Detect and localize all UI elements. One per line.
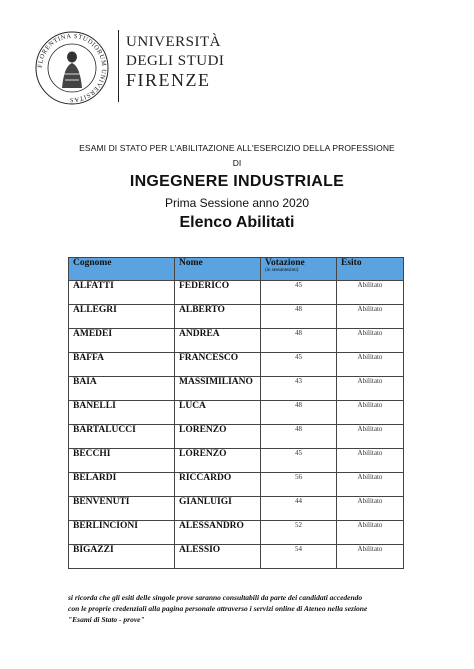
cell-surname: AMEDEI (69, 329, 175, 353)
session-label: Prima Sessione anno 2020 (164, 196, 310, 210)
cell-surname: ALFATTI (69, 281, 175, 305)
results-table (68, 257, 404, 569)
cell-outcome: Abilitato (337, 497, 404, 521)
university-name-line2: DEGLI STUDI (126, 53, 225, 69)
cell-vote: 56 (261, 473, 337, 497)
cell-outcome: Abilitato (337, 425, 404, 449)
cell-name: LORENZO (175, 449, 261, 473)
table-row (69, 353, 404, 377)
cell-vote: 45 (261, 281, 337, 305)
cell-outcome: Abilitato (337, 449, 404, 473)
table-row (69, 281, 404, 305)
cell-vote: 48 (261, 425, 337, 449)
cell-surname: BERLINCIONI (69, 521, 175, 545)
cell-surname: BANELLI (69, 401, 175, 425)
logo-divider (118, 30, 119, 102)
cell-surname: ALLEGRI (69, 305, 175, 329)
footnote-line2: con le proprie credenziali alla pagina personale attraverso i servizi online di Ateneo nella sezione (68, 604, 368, 613)
cell-surname: BECCHI (69, 449, 175, 473)
cell-outcome: Abilitato (337, 305, 404, 329)
table-row (69, 449, 404, 473)
table-row (69, 401, 404, 425)
column-header-vote-sub: (in sessantesimi) (265, 268, 299, 273)
cell-outcome: Abilitato (337, 521, 404, 545)
cell-name: ALESSIO (175, 545, 261, 569)
cell-vote: 44 (261, 497, 337, 521)
cell-outcome: Abilitato (337, 353, 404, 377)
cell-name: ANDREA (175, 329, 261, 353)
cell-name: FRANCESCO (175, 353, 261, 377)
column-header-vote (261, 258, 337, 281)
cell-name: FEDERICO (175, 281, 261, 305)
cell-outcome: Abilitato (337, 473, 404, 497)
university-name-line3: FIRENZE (126, 70, 211, 90)
cell-vote: 45 (261, 449, 337, 473)
cell-name: RICCARDO (175, 473, 261, 497)
column-header-outcome: Esito (337, 258, 404, 281)
cell-name: ALBERTO (175, 305, 261, 329)
cell-vote: 48 (261, 401, 337, 425)
cell-vote: 54 (261, 545, 337, 569)
cell-surname: BAFFA (69, 353, 175, 377)
column-header-vote-label: Votazione (265, 258, 305, 268)
table-row (69, 329, 404, 353)
cell-outcome: Abilitato (337, 281, 404, 305)
cell-surname: BENVENUTI (69, 497, 175, 521)
seal-text: FLORENTINA STUDIORUM UNIVERSITAS (36, 32, 108, 104)
cell-vote: 48 (261, 329, 337, 353)
cell-name: LUCA (175, 401, 261, 425)
cell-name: ALESSANDRO (175, 521, 261, 545)
list-title: Elenco Abilitati (179, 214, 295, 231)
cell-outcome: Abilitato (337, 329, 404, 353)
footnote (68, 592, 428, 625)
cell-surname: BAIA (69, 377, 175, 401)
cell-name: MASSIMILIANO (175, 377, 261, 401)
table-row (69, 305, 404, 329)
university-seal-logo (34, 30, 110, 106)
cell-outcome: Abilitato (337, 377, 404, 401)
cell-vote: 48 (261, 305, 337, 329)
table-row (69, 545, 404, 569)
cell-name: LORENZO (175, 425, 261, 449)
table-row (69, 497, 404, 521)
table-row (69, 521, 404, 545)
profession-title: INGEGNERE INDUSTRIALE (129, 173, 345, 190)
cell-outcome: Abilitato (337, 401, 404, 425)
university-name-line1: UNIVERSITÀ (126, 34, 221, 50)
footnote-line1: si ricorda che gli esiti delle singole prove saranno consultabili da parte dei candidati accedendo (68, 593, 363, 602)
cell-surname: BELARDI (69, 473, 175, 497)
cell-surname: BIGAZZI (69, 545, 175, 569)
footnote-line3: "Esami di Stato - prove" (68, 615, 145, 624)
exam-title-line2: DI (232, 158, 242, 168)
cell-vote: 43 (261, 377, 337, 401)
column-header-surname: Cognome (69, 258, 175, 281)
university-name (126, 33, 224, 90)
table-row (69, 425, 404, 449)
cell-vote: 52 (261, 521, 337, 545)
exam-title-line1: ESAMI DI STATO PER L'ABILITAZIONE ALL'ESERCIZIO DELLA PROFESSIONE (79, 143, 395, 153)
table-row (69, 377, 404, 401)
cell-name: GIANLUIGI (175, 497, 261, 521)
cell-outcome: Abilitato (337, 545, 404, 569)
cell-surname: BARTALUCCI (69, 425, 175, 449)
column-header-name: Nome (175, 258, 261, 281)
cell-vote: 45 (261, 353, 337, 377)
table-header-row (69, 258, 404, 281)
table-row (69, 473, 404, 497)
